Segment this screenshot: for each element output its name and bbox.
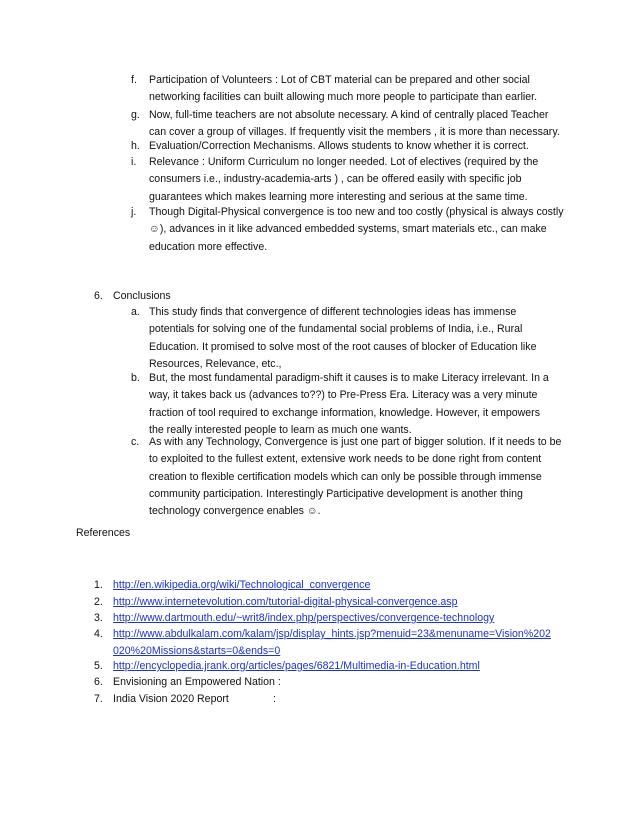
list-item-line: fraction of tool required to exchange information, knowledge. However, it empowers	[149, 406, 541, 419]
list-item-line: Now, full-time teachers are not absolute necessary. A kind of centrally placed Teacher	[149, 109, 549, 121]
list-item-line: This study finds that convergence of different technologies ideas has immense	[149, 306, 517, 318]
reference-link[interactable]: http://encyclopedia.jrank.org/articles/pages/6821/Multimedia-in-Education.html	[113, 660, 480, 672]
list-marker: j.	[131, 206, 137, 218]
list-item-line: guarantees which makes learning more interesting and serious at the same time.	[149, 190, 528, 203]
reference-link[interactable]: http://www.internetevolution.com/tutorial-digital-physical-convergence.asp	[113, 596, 458, 608]
list-marker: i.	[131, 156, 137, 168]
reference-link[interactable]: http://www.dartmouth.edu/~writ8/index.php/perspectives/convergence-technology	[113, 612, 495, 624]
list-item-line: But, the most fundamental paradigm-shift it causes is to make Literacy irrelevant. In a	[149, 372, 549, 384]
list-item-line: the really interested people to learn as much one wants.	[149, 423, 412, 436]
reference-item-7	[94, 691, 313, 708]
conclusion-item-c	[131, 434, 561, 520]
reference-item-6	[94, 674, 281, 691]
conclusions-heading	[94, 288, 171, 305]
reference-item-5	[94, 658, 480, 675]
reference-item-1	[94, 577, 370, 594]
list-item-line: Relevance : Uniform Curriculum no longer needed. Lot of electives (required by the	[149, 156, 539, 168]
list-item-line: to exploited to the fullest extent, extensive work needs to be done right from content	[149, 453, 542, 466]
reference-link[interactable]: http://en.wikipedia.org/wiki/Technological_convergence	[113, 579, 371, 591]
list-item-f	[131, 72, 537, 107]
list-item-line: Resources, Relevance, etc.,	[149, 357, 282, 370]
list-item-j	[131, 204, 564, 256]
reference-text: India Vision 2020 Report	[113, 693, 229, 705]
list-marker: c.	[131, 436, 140, 448]
list-item-line: technology convergence enables ☺.	[149, 505, 321, 518]
list-marker: 7.	[94, 693, 103, 705]
list-item-g	[131, 107, 560, 142]
list-item-line: consumers i.e., industry-academia-arts ) , can be offered easily with specific job	[149, 173, 522, 186]
conclusion-item-b	[131, 370, 549, 439]
list-item-h	[131, 138, 529, 155]
list-item-line: way, it takes back us (advances to??) to Pre-Press Era. Literacy was a very minute	[149, 389, 538, 402]
list-marker: 1.	[94, 579, 103, 591]
list-marker: b.	[131, 372, 140, 384]
references-heading: References	[76, 527, 131, 539]
list-marker: 6.	[94, 676, 103, 688]
list-item-line: can cover a group of villages. If frequently visit the members , it is more than necessary.	[149, 126, 560, 139]
list-item-line: Participation of Volunteers : Lot of CBT material can be prepared and other social	[149, 74, 530, 86]
reference-link-continued[interactable]: 020%20Missions&starts=0&ends=0	[113, 645, 281, 658]
list-item-i	[131, 154, 538, 206]
reference-colon: :	[273, 693, 276, 705]
conclusion-item-a	[131, 304, 536, 373]
list-item-line: creation to flexible certification models which can only be possible through immense	[149, 470, 542, 483]
reference-text: Envisioning an Empowered Nation :	[113, 676, 281, 688]
list-item-line: networking facilities can built allowing much more people to participate than earlier.	[149, 91, 538, 104]
list-item-line: Though Digital-Physical convergence is too new and too costly (physical is always costly	[149, 206, 564, 218]
list-item-line: Evaluation/Correction Mechanisms. Allows students to know whether it is correct.	[149, 140, 529, 152]
reference-item-3	[94, 610, 494, 627]
section-number: 6.	[94, 290, 103, 302]
list-marker: 2.	[94, 596, 103, 608]
list-marker: a.	[131, 306, 140, 318]
list-marker: 3.	[94, 612, 103, 624]
list-item-line: community participation. Interestingly Participative development is another thing	[149, 487, 523, 500]
list-marker: g.	[131, 109, 140, 121]
list-marker: h.	[131, 140, 140, 152]
reference-item-4	[94, 626, 551, 661]
list-marker: 4.	[94, 628, 103, 640]
list-marker: f.	[131, 74, 137, 86]
list-item-line: potentials for solving one of the fundamental social problems of India, i.e., Rural	[149, 323, 523, 336]
section-title: Conclusions	[113, 290, 171, 302]
list-marker: 5.	[94, 660, 103, 672]
reference-item-2	[94, 594, 457, 611]
list-item-line: ☺), advances in it like advanced embedded systems, smart materials etc., can make	[149, 223, 547, 236]
list-item-line: education more effective.	[149, 240, 268, 253]
list-item-line: Education. It promised to solve most of the root causes of blocker of Education like	[149, 340, 537, 353]
list-item-line: As with any Technology, Convergence is just one part of bigger solution. If it needs to be	[149, 436, 562, 448]
reference-link[interactable]: http://www.abdulkalam.com/kalam/jsp/display_hints.jsp?menuid=23&menuname=Vision%202	[113, 628, 551, 640]
